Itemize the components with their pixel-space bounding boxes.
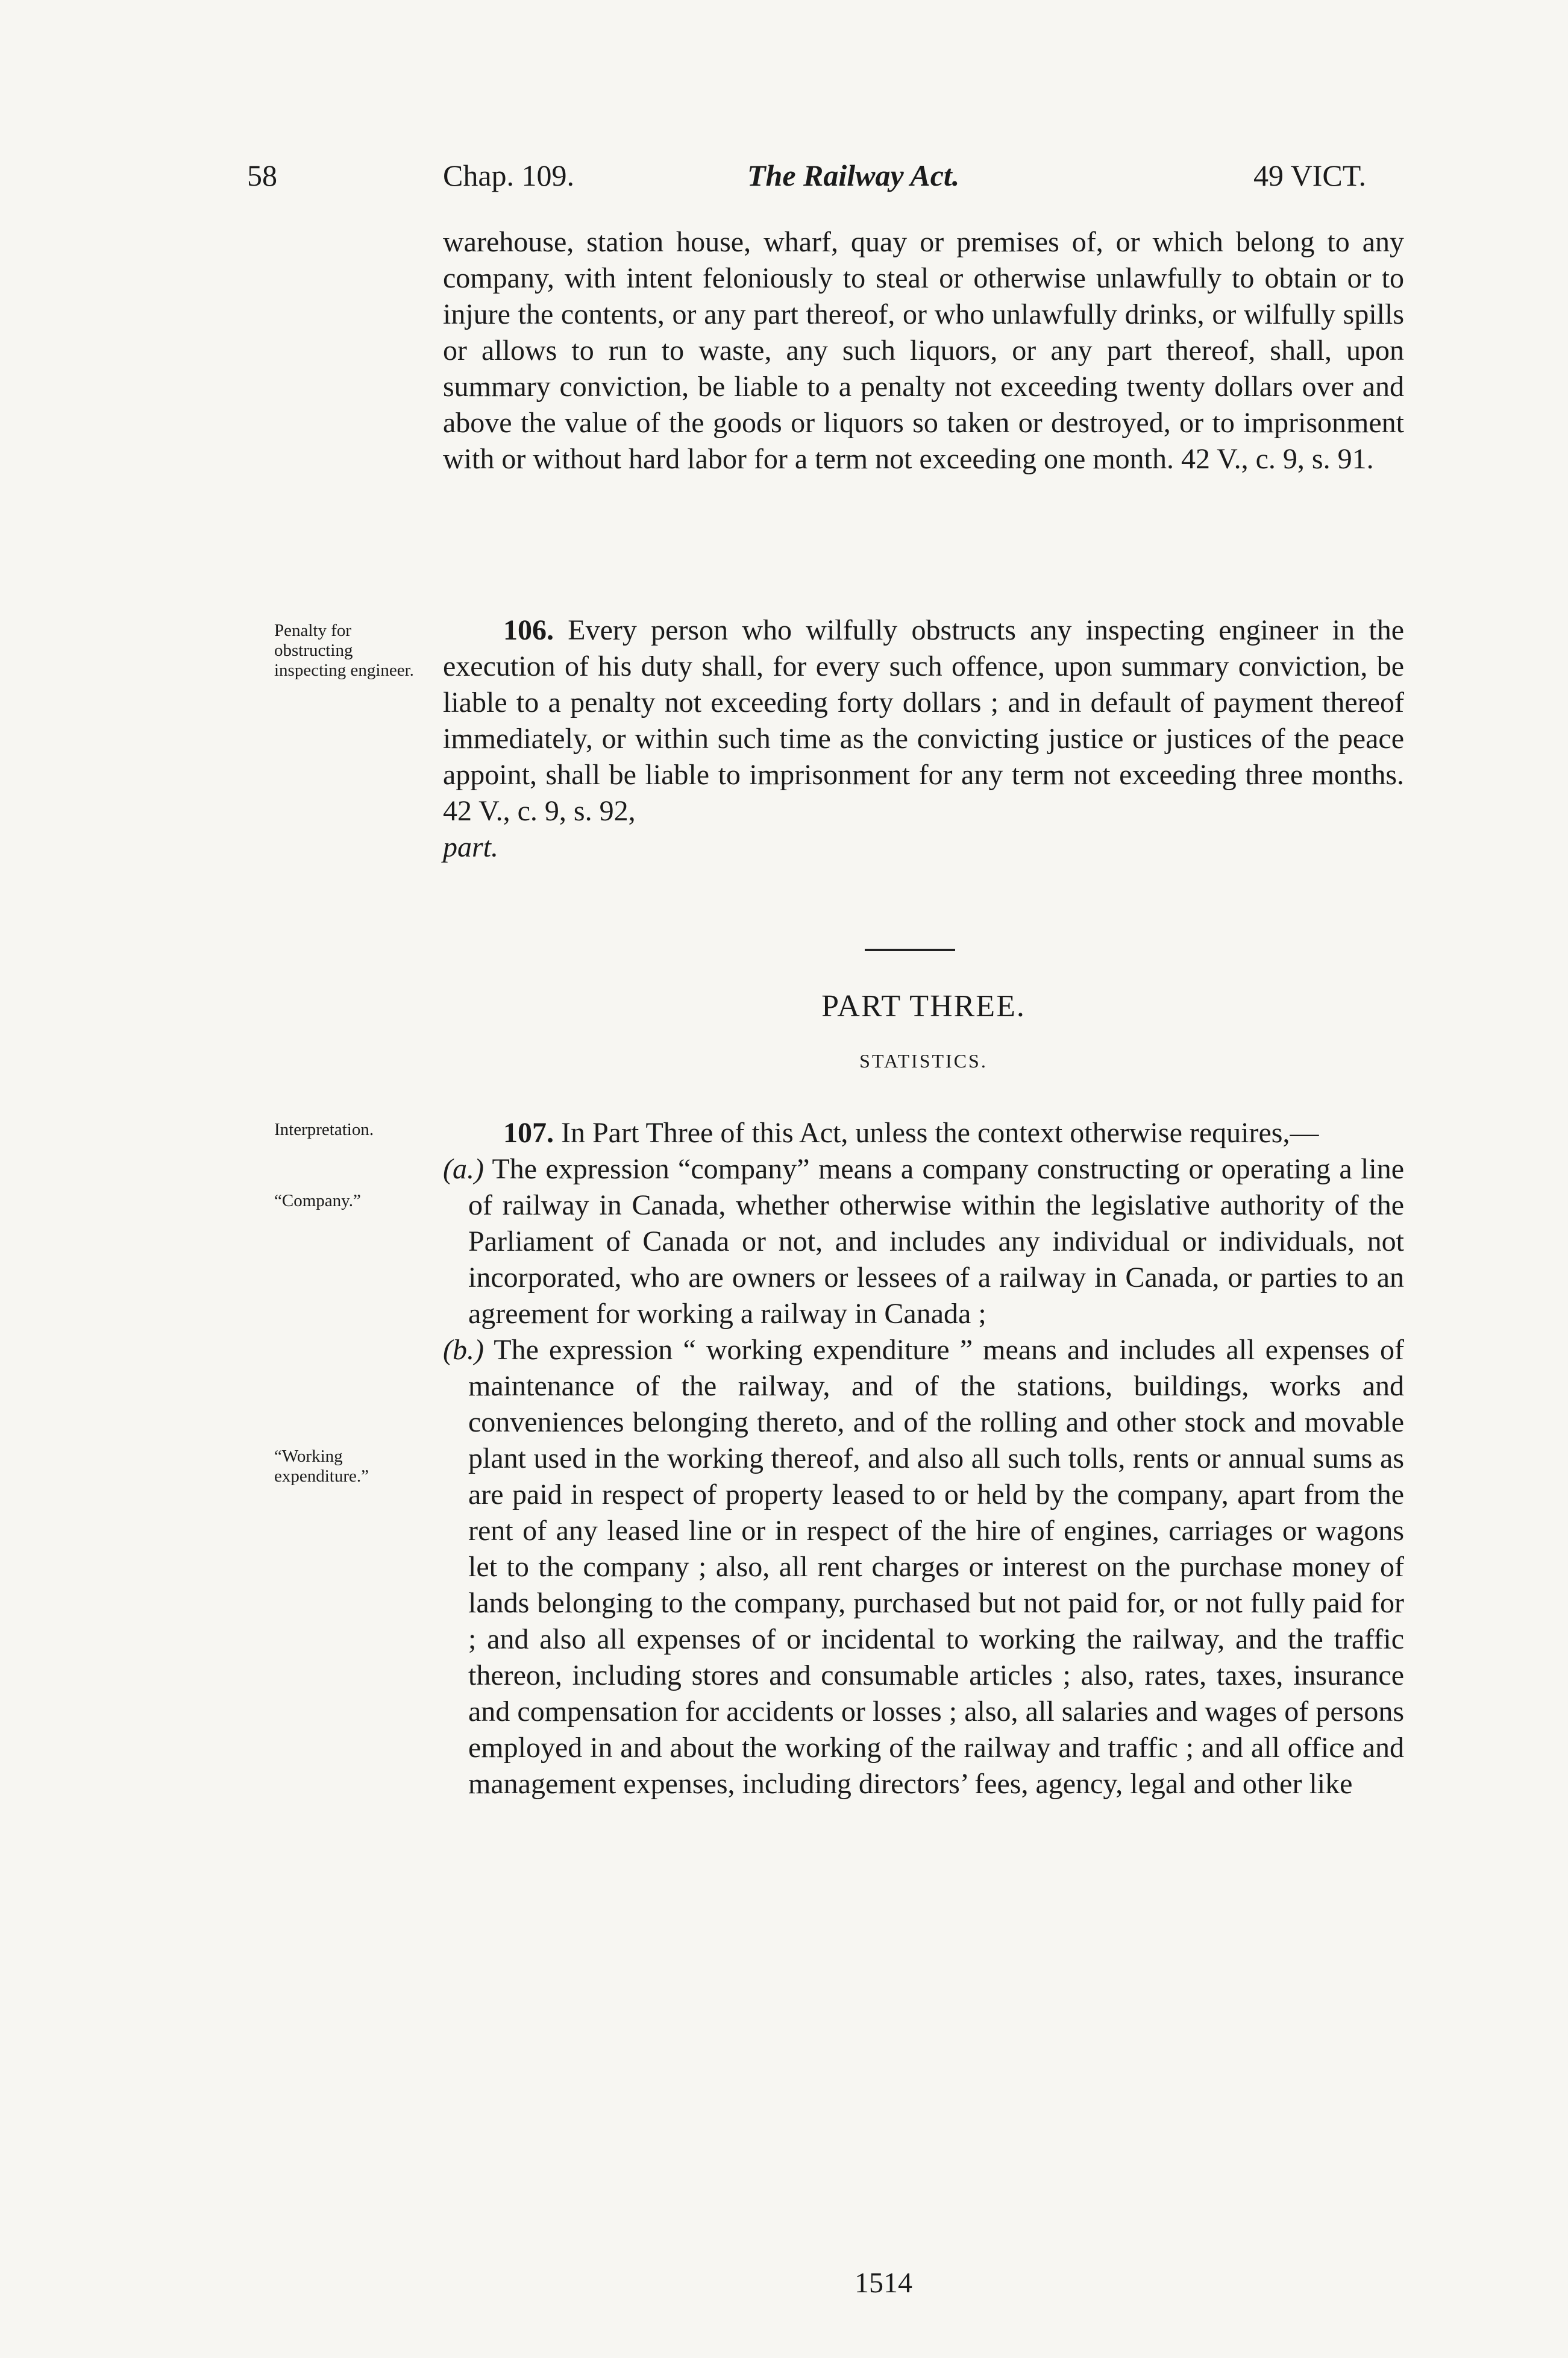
continuation-text: warehouse, station house, wharf, quay or premises of, or which belong to any company, with intent feloniously to steal or otherwise unlawfully to obtain or to injure the contents, or any part thereof, or who unlawfully drinks, or wilfully spills or allows to run to waste, any such liquors, or any part thereof, shall, upon summary conviction, be liable to a penalty not exceeding twenty dollars over and above the value of the goods or liquors so taken or destroyed, or to imprisonment with or without hard labor for a term not exceeding one month. 42 V., c. 9, s. 91. [443, 226, 1404, 475]
margin-note-working-expenditure: “Working expenditure.” [274, 1447, 369, 1486]
regnal-year: 49 VICT. [1253, 159, 1367, 192]
section-106-number: 106. [503, 614, 554, 646]
section-107-text: In Part Three of this Act, unless the context otherwise requires,— [561, 1117, 1319, 1149]
section-106 [443, 612, 1404, 866]
continued-section [443, 224, 1404, 477]
item-a-text: The expression “company” means a company constructing or operating a line of railway in Canada, whether otherwise within the legislative authority of the Parliament of Canada or not, and includes any individual or individuals, not incorporated, who are owners or lessees of a railway in Canada, or parties to an agreement for working a railway in Canada ; [468, 1153, 1405, 1330]
section-106-citation-tail: part. [443, 831, 499, 863]
page-number: 58 [247, 159, 277, 192]
margin-note-company: “Company.” [274, 1191, 361, 1210]
page-footer-number: 1514 [855, 2267, 912, 2299]
section-107 [443, 1115, 1404, 1802]
section-107-intro [443, 1115, 1404, 1151]
section-106-paragraph [443, 612, 1404, 866]
definition-working-expenditure [443, 1332, 1404, 1802]
part-heading: PART THREE. [821, 989, 1026, 1023]
act-title: The Railway Act. [747, 159, 960, 192]
item-b-label: (b.) [443, 1334, 484, 1366]
item-a-label: (a.) [443, 1153, 484, 1185]
margin-note-interpretation: Interpretation. [274, 1120, 374, 1139]
definition-company [443, 1151, 1404, 1332]
part-subheading: STATISTICS. [859, 1050, 988, 1072]
section-divider [865, 949, 955, 951]
chapter-label: Chap. 109. [443, 159, 575, 192]
section-107-number: 107. [503, 1117, 554, 1149]
running-header [0, 158, 1568, 206]
margin-note-penalty: Penalty for obstructing inspecting engineer. [274, 621, 414, 680]
item-b-text: The expression “ working expenditure ” means and includes all expenses of maintenance of the railway, and of the stations, buildings, works and conveniences belonging thereto, and of the rolling and other stock and movable plant used in the working thereof, and also all such tolls, rents or annual sums as are paid in respect of property leased to or held by the company, apart from the rent of any leased line or in respect of the hire of engines, carriages or wagons let to the company ; also, all rent charges or interest on the purchase money of lands belonging to the company, purchased but not paid for, or not fully paid for ; and also all expenses of or incidental to working the railway, and the traffic thereon, including stores and consumable articles ; also, rates, taxes, insurance and compensation for accidents or losses ; also, all salaries and wages of persons employed in and about the working of the railway and traffic ; and all office and management expenses, including directors’ fees, agency, legal and other like [468, 1334, 1404, 1800]
section-106-text: Every person who wilfully obstructs any inspecting engineer in the execution of his duty shall, for every such offence, upon summary conviction, be liable to a penalty not exceeding forty dollars ; and in default of payment thereof immediately, or within such time as the convicting justice or justices of the peace appoint, shall be liable to imprisonment for any term not exceeding three months. 42 V., c. 9, s. 92, [443, 614, 1404, 827]
